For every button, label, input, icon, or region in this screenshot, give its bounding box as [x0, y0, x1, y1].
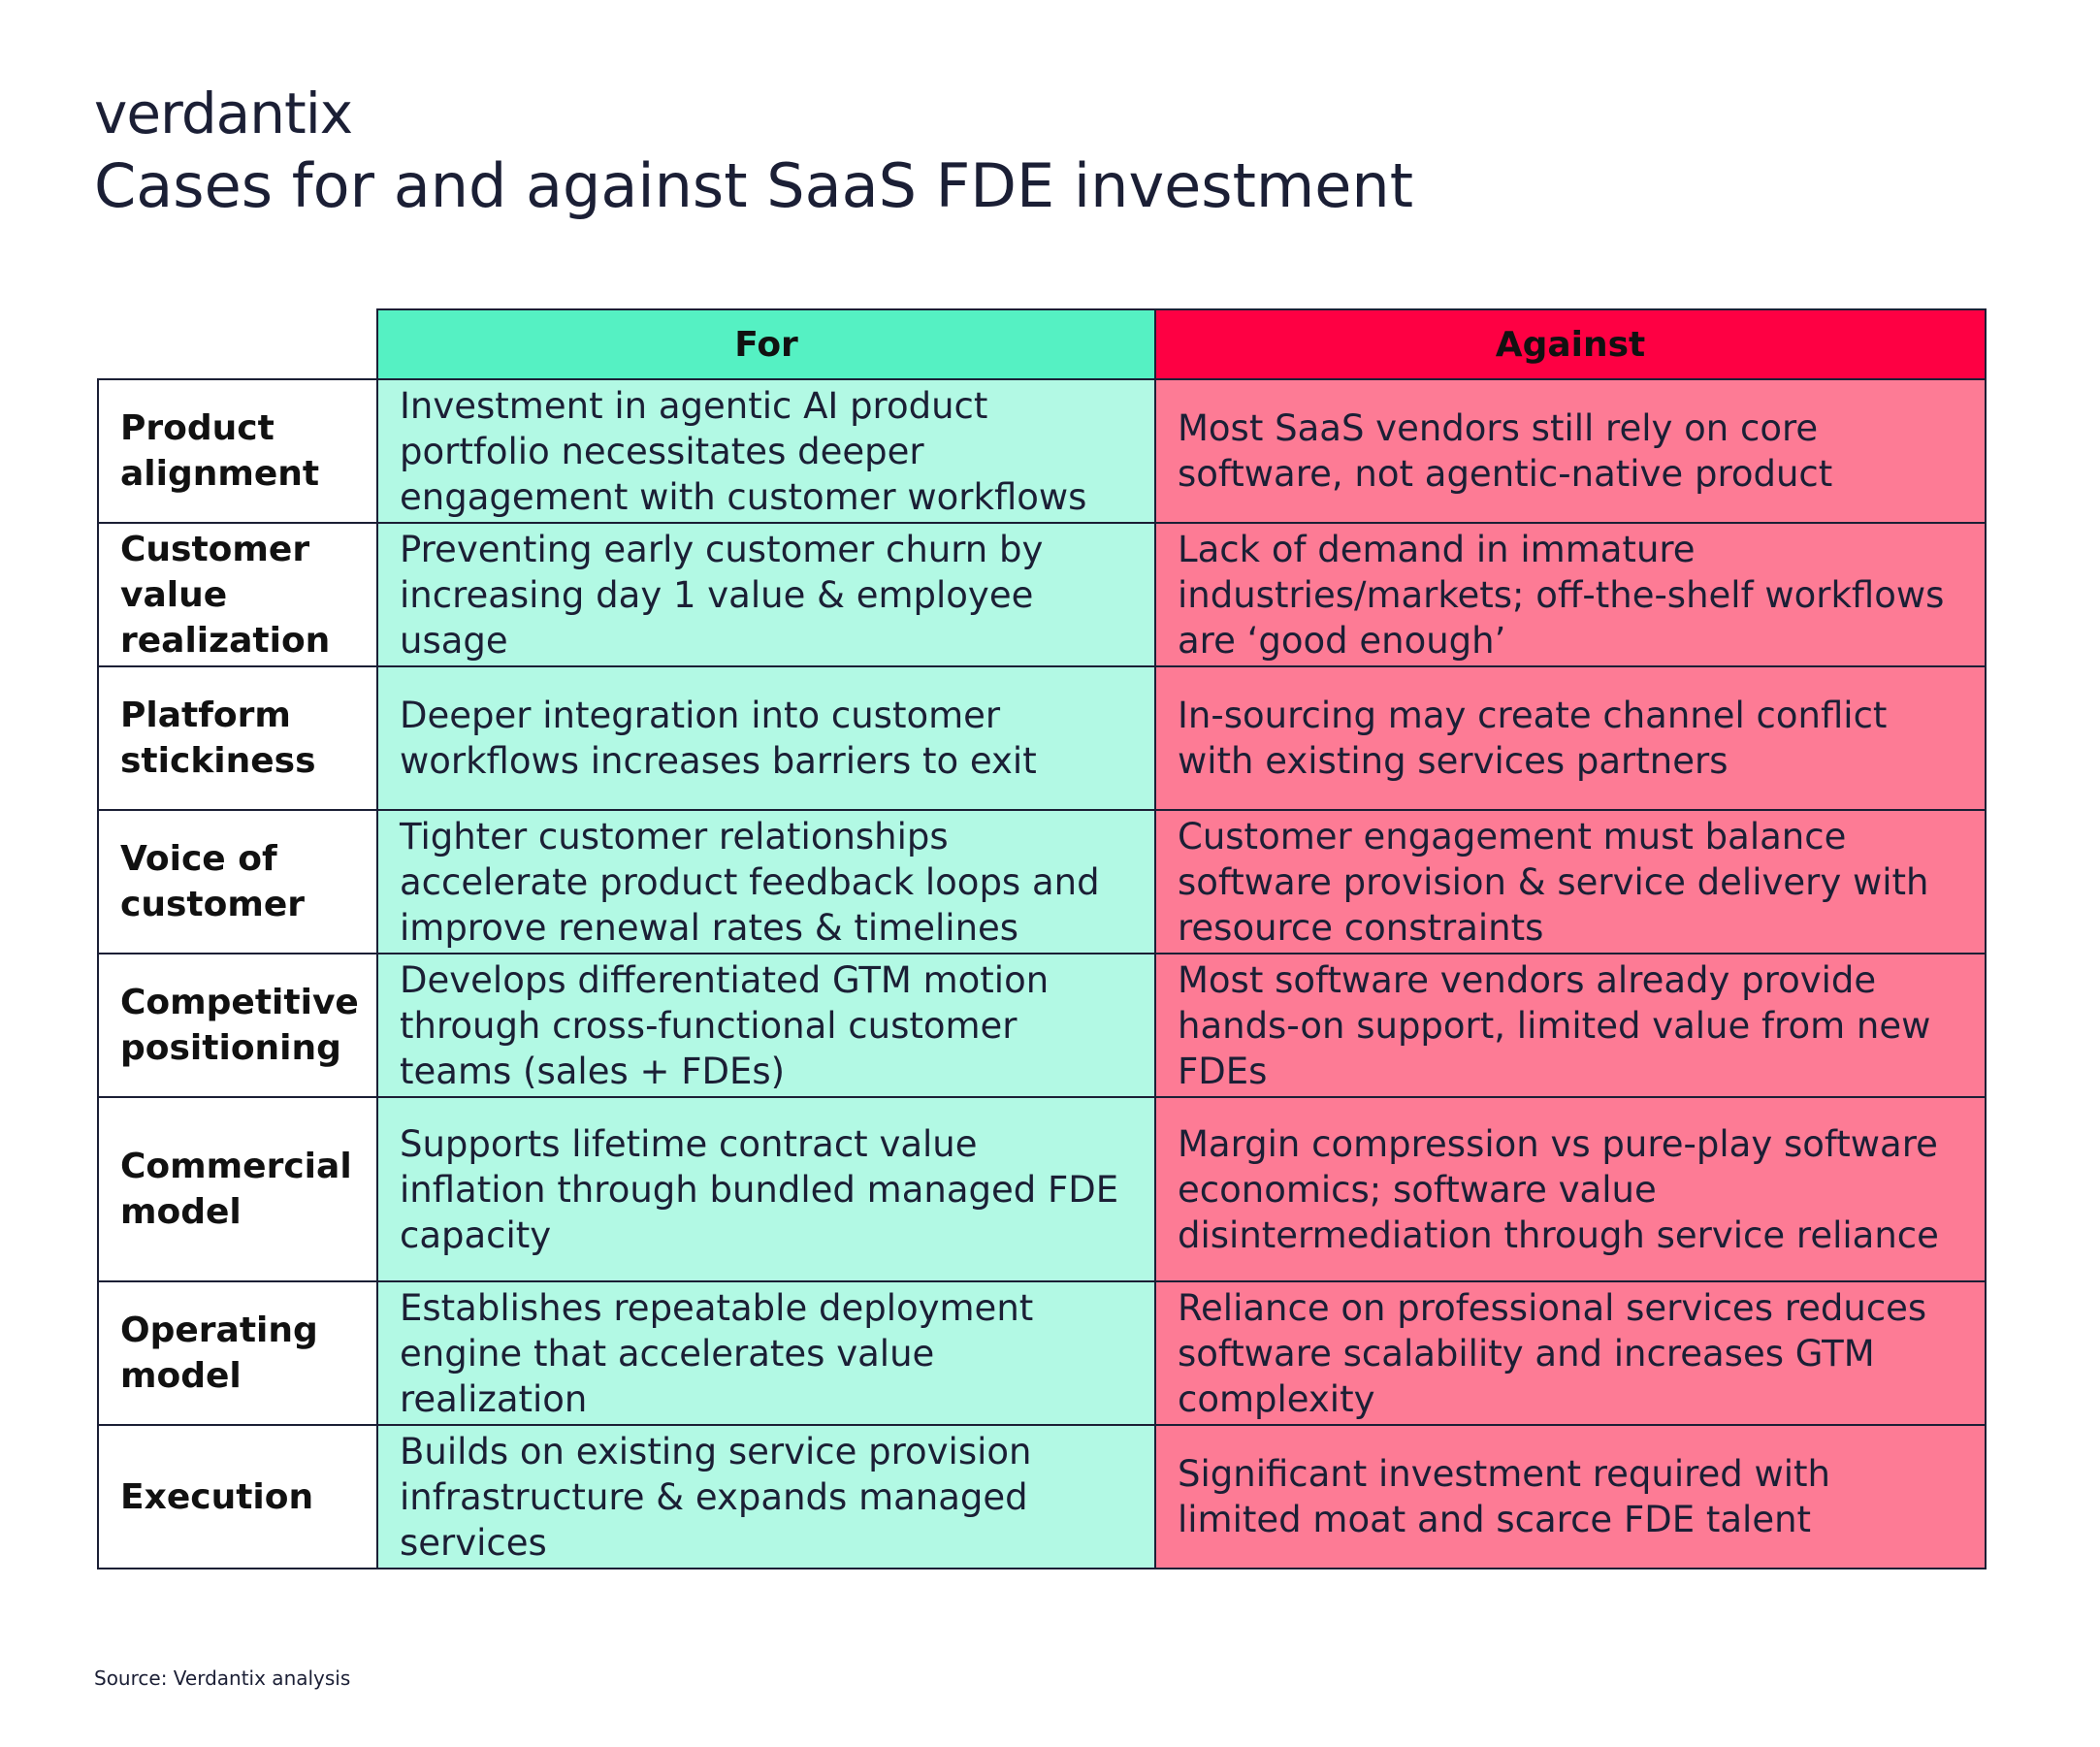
for-cell: Tighter customer relationships accelerate product feedback loops and improve renewal rates & timelines	[377, 810, 1155, 954]
for-cell: Preventing early customer churn by increasing day 1 value & employee usage	[377, 523, 1155, 666]
for-cell: Supports lifetime contract value inflation through bundled managed FDE capacity	[377, 1097, 1155, 1281]
against-cell: Customer engagement must balance software provision & service delivery with resource constraints	[1155, 810, 1986, 954]
row-label: Commercial model	[98, 1097, 377, 1281]
source-note: Source: Verdantix analysis	[94, 1666, 351, 1690]
against-cell: Lack of demand in immature industries/markets; off-the-shelf workflows are ‘good enough’	[1155, 523, 1986, 666]
comparison-table	[97, 308, 1987, 1569]
against-column-header: Against	[1155, 309, 1986, 379]
page-title: Cases for and against SaaS FDE investment	[94, 150, 1414, 221]
for-column-header: For	[377, 309, 1155, 379]
row-label: Platform stickiness	[98, 666, 377, 810]
table-row	[98, 1097, 1986, 1281]
row-label: Operating model	[98, 1281, 377, 1425]
table-row	[98, 1281, 1986, 1425]
against-cell: In-sourcing may create channel conflict with existing services partners	[1155, 666, 1986, 810]
table-row	[98, 379, 1986, 523]
for-cell: Builds on existing service provision infrastructure & expands managed services	[377, 1425, 1155, 1569]
for-cell: Investment in agentic AI product portfolio necessitates deeper engagement with customer workflows	[377, 379, 1155, 523]
against-cell: Most SaaS vendors still rely on core software, not agentic-native product	[1155, 379, 1986, 523]
row-label: Voice of customer	[98, 810, 377, 954]
table-row	[98, 666, 1986, 810]
for-cell: Establishes repeatable deployment engine that accelerates value realization	[377, 1281, 1155, 1425]
for-cell: Deeper integration into customer workflows increases barriers to exit	[377, 666, 1155, 810]
against-cell: Reliance on professional services reduces software scalability and increases GTM complexity	[1155, 1281, 1986, 1425]
table-row	[98, 810, 1986, 954]
against-cell: Significant investment required with limited moat and scarce FDE talent	[1155, 1425, 1986, 1569]
verdantix-logo: verdantix	[94, 81, 353, 146]
against-cell: Most software vendors already provide hands-on support, limited value from new FDEs	[1155, 954, 1986, 1097]
table-row	[98, 1425, 1986, 1569]
for-cell: Develops differentiated GTM motion through cross-functional customer teams (sales + FDEs)	[377, 954, 1155, 1097]
table-row	[98, 954, 1986, 1097]
row-label: Execution	[98, 1425, 377, 1569]
row-label: Competitive positioning	[98, 954, 377, 1097]
row-label: Product alignment	[98, 379, 377, 523]
corner-cell	[98, 309, 377, 379]
row-label: Customer value realization	[98, 523, 377, 666]
table-row	[98, 523, 1986, 666]
against-cell: Margin compression vs pure-play software economics; software value disintermediation through service reliance	[1155, 1097, 1986, 1281]
